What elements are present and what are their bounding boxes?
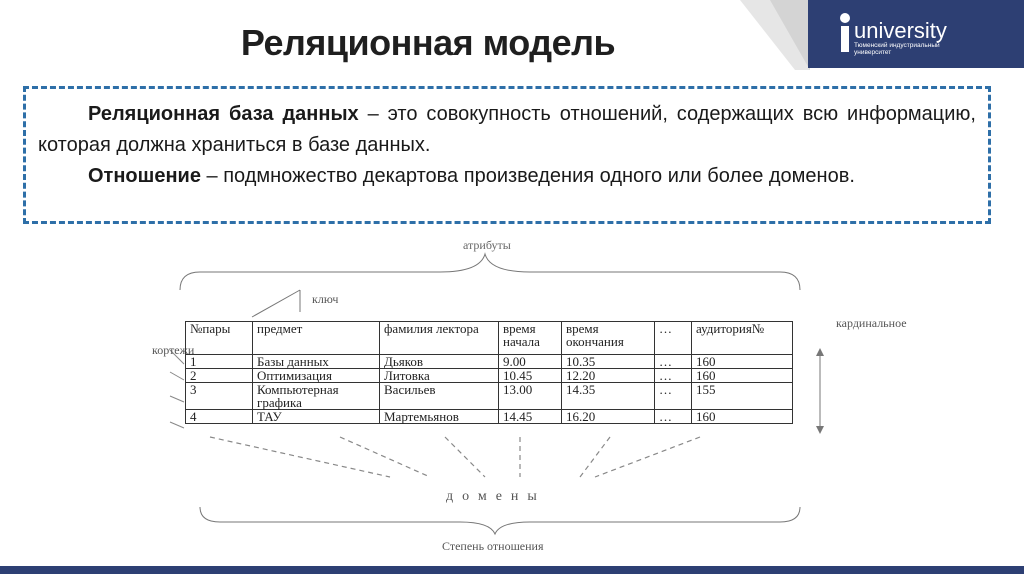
table-cell: 9.00 — [499, 355, 562, 369]
text-relational-db: – это совокупность отношений, содержащих всю информацию, которая должна храниться в базе данных. — [38, 103, 976, 156]
table-cell: Литовка — [380, 369, 499, 383]
table-cell: 160 — [692, 355, 793, 369]
table-cell: 16.20 — [562, 410, 655, 424]
relation-diagram — [140, 232, 907, 562]
attributes-label: атрибуты — [463, 238, 511, 252]
header-cell: фамилия лектора — [380, 322, 499, 355]
table-cell: 12.20 — [562, 369, 655, 383]
table-cell: 10.35 — [562, 355, 655, 369]
table-cell: Базы данных — [253, 355, 380, 369]
table-cell: Оптимизация — [253, 369, 380, 383]
table-cell: 160 — [692, 369, 793, 383]
tuples-label: кортежи — [152, 343, 195, 357]
table-cell: 14.45 — [499, 410, 562, 424]
logo-name: university — [854, 18, 947, 43]
key-label: ключ — [312, 292, 339, 306]
corner-decoration — [700, 0, 810, 70]
table-cell: 2 — [186, 369, 253, 383]
table-cell: 4 — [186, 410, 253, 424]
header-cell: аудитория№ — [692, 322, 793, 355]
table-cell: … — [655, 383, 692, 410]
table-cell: 1 — [186, 355, 253, 369]
cardinality-label: кардинальное — [836, 316, 907, 330]
bottom-bar — [0, 566, 1024, 574]
relation-table — [185, 321, 793, 424]
table-cell: Васильев — [380, 383, 499, 410]
text-relation: – подмножество декартова произведения одного или более доменов. — [200, 165, 855, 187]
table-cell: Компьютерная графика — [253, 383, 380, 410]
term-relation: Отношение — [88, 165, 201, 187]
table-cell: 13.00 — [499, 383, 562, 410]
slide-title: Реляционная модель — [240, 22, 616, 63]
table-cell: … — [655, 355, 692, 369]
logo-subtitle: Тюменский индустриальный университет — [854, 42, 940, 56]
university-logo — [808, 0, 1024, 68]
table-cell: 10.45 — [499, 369, 562, 383]
table-cell: Мартемьянов — [380, 410, 499, 424]
table-row — [186, 355, 793, 369]
term-relational-db: Реляционная база данных — [88, 103, 359, 125]
table-row — [186, 383, 793, 410]
definitions-box — [23, 86, 991, 224]
degree-label: Степень отношения — [442, 539, 544, 553]
table-cell: 14.35 — [562, 383, 655, 410]
header-cell: … — [655, 322, 692, 355]
table-row — [186, 410, 793, 424]
table-cell: … — [655, 410, 692, 424]
domains-label: домены — [446, 489, 546, 504]
table-row — [186, 369, 793, 383]
definition-relational-db — [38, 99, 976, 161]
header-cell: время начала — [499, 322, 562, 355]
table-cell: … — [655, 369, 692, 383]
table-cell: Дьяков — [380, 355, 499, 369]
definition-relation — [38, 161, 976, 192]
header-cell: предмет — [253, 322, 380, 355]
table-cell: 155 — [692, 383, 793, 410]
header-cell: №пары — [186, 322, 253, 355]
logo-mark-icon — [838, 12, 852, 56]
table-cell: 160 — [692, 410, 793, 424]
table-cell: ТАУ — [253, 410, 380, 424]
table-header-row — [186, 322, 793, 355]
table-cell: 3 — [186, 383, 253, 410]
header-cell: время окончания — [562, 322, 655, 355]
